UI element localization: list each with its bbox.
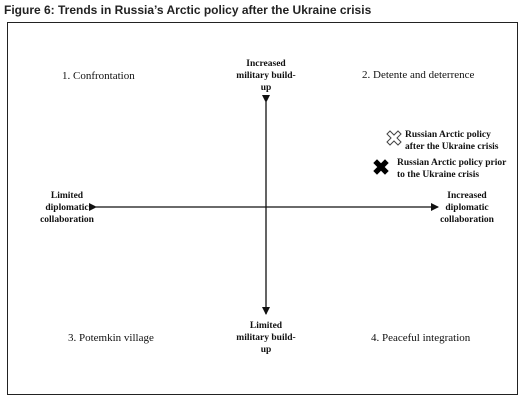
quadrant-1-label: 1. Confrontation bbox=[62, 70, 135, 82]
legend-after-label: Russian Arctic policy after the Ukraine crisis bbox=[405, 130, 499, 152]
quadrant-4-label: 4. Peaceful integration bbox=[371, 332, 471, 344]
axis-label-top: Increased military build-up bbox=[236, 59, 296, 93]
figure-title: Figure 6: Trends in Russia’s Arctic policy after the Ukraine crisis bbox=[4, 3, 372, 17]
quadrant-3-label: 3. Potemkin village bbox=[68, 332, 154, 344]
legend-prior-label: Russian Arctic policy prior to the Ukraine crisis bbox=[397, 158, 507, 180]
axis-label-right: Increased diplomatic collaboration bbox=[440, 191, 494, 225]
axis-label-bottom: Limited military build-up bbox=[236, 321, 296, 355]
quadrant-2-label: 2. Detente and deterrence bbox=[362, 69, 475, 81]
solid-x-icon bbox=[374, 160, 388, 174]
axis-label-left: Limited diplomatic collaboration bbox=[40, 191, 94, 225]
outlined-x-icon bbox=[387, 131, 401, 145]
